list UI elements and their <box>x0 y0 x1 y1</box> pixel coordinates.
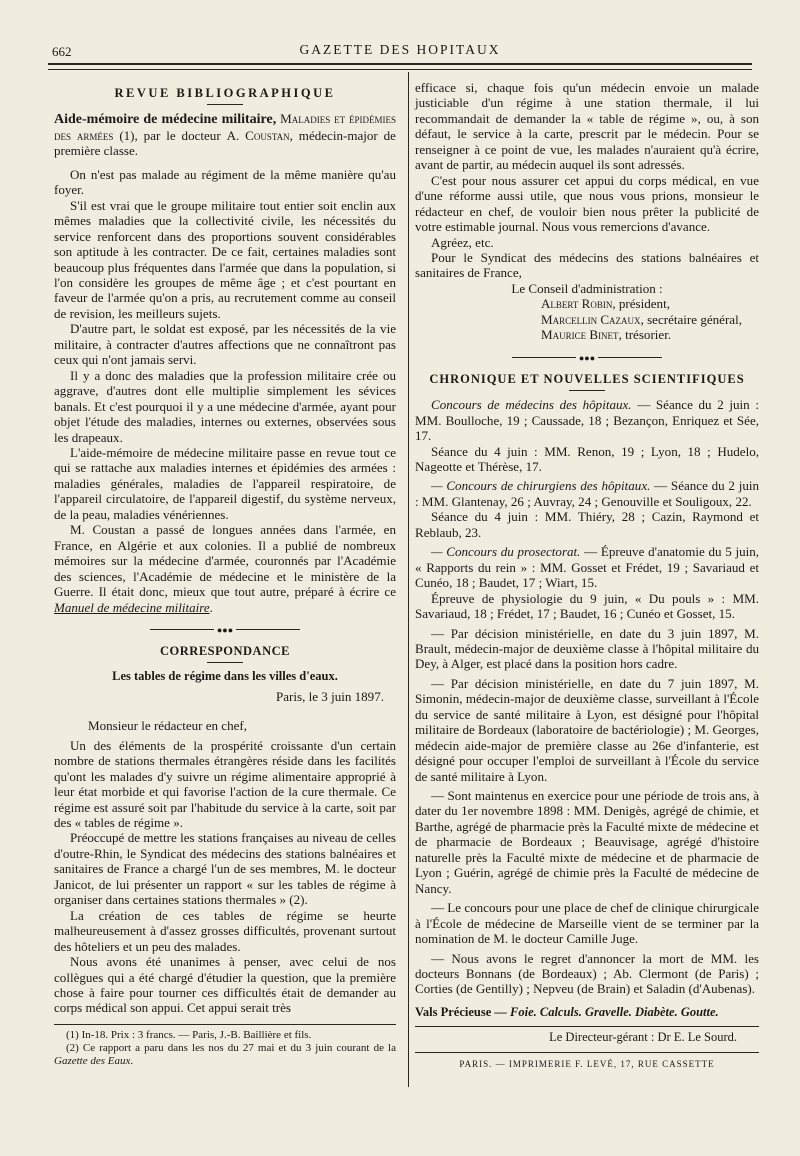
book-entry <box>54 111 396 158</box>
news-text: — Par décision ministérielle, en date du 3 juin 1897, M. Brault, médecin-major de deuxième classe à l'hôpital militaire du Dey, à Alger, est placé dans la position hors cadre. <box>415 625 759 672</box>
footnote-journal: Gazette des Eaux <box>54 1054 131 1067</box>
footnote-1: (1) In-18. Prix : 3 francs. — Paris, J.-B. Baillière et fils. <box>66 1028 312 1041</box>
paragraph: La création de ces tables de régime se heurte malheureusement à d'assez grosses difficultés, provenant surtout des hôteliers et un peu des malades. <box>54 907 396 954</box>
news-item <box>415 591 759 622</box>
manual-title: Manuel de médecine militaire <box>54 599 210 615</box>
paragraph: D'autre part, le soldat est exposé, par les nécessités de la vie militaire, à contracter d'autres affections que ne connaîtront pas ceux qui n'ont jamais servi. <box>54 321 396 368</box>
correspondance-subhead: Les tables de régime dans les villes d'eaux. <box>112 669 338 684</box>
book-rest: , médecin-major de première classe. <box>54 127 396 159</box>
header-rule <box>48 63 752 65</box>
section-heading-chronique: CHRONIQUE ET NOUVELLES SCIENTIFIQUES <box>429 371 745 386</box>
section-heading-revue: REVUE BIBLIOGRAPHIQUE <box>114 86 336 100</box>
news-lead: Concours de médecins des hôpitaux. <box>431 397 632 413</box>
right-column <box>415 80 759 1072</box>
footer-rule <box>415 1026 759 1027</box>
news-text: — Nous avons le regret d'annoncer la mort de MM. les docteurs Bonnans (de Bordeaux) ; Ab. Clermont (de Paris) ; Corties (de Gentilly) ; Nepveu (de Brain) et Saladin (d'Aubenas). <box>415 950 759 997</box>
news-item <box>415 951 759 997</box>
book-subject: Maladies et épidémies des armées <box>54 111 396 143</box>
book-author: A. Coustan <box>226 127 290 143</box>
signatory <box>415 312 759 327</box>
paragraph-text: M. Coustan a passé de longues années dans l'armée, en France, en Algérie et aux colonies. Il a publié de nombreux mémoires sur la médecine d'armée, couronnés par l'Académie des sciences, l'Académie de médecine et le ministère de la Guerre. Il était donc, mieux que tout autre, préparé à écrire ce <box>54 522 396 600</box>
paragraph: Agréez, etc. <box>431 234 494 250</box>
news-item <box>415 544 759 590</box>
book-note: (1), par le docteur <box>119 127 221 143</box>
news-item <box>415 788 759 896</box>
news-text: — Le concours pour une place de chef de clinique chirurgicale à l'École de médecine de Marseille vient de se terminer par la nomination de M. le docteur Camille Juge. <box>415 900 759 947</box>
news-item <box>415 478 759 509</box>
column-divider <box>408 72 409 1087</box>
vals-advert <box>415 1005 759 1020</box>
paragraph: C'est pour nous assurer cet appui du corps médical, en vue d'une réforme aussi utile, que nous vous prions, monsieur le rédacteur en chef, de vouloir bien nous prêter la publicité de votre estimable journal. Nous vous remercions d'avance. <box>415 172 759 235</box>
news-text: Séance du 4 juin : MM. Thiéry, 28 ; Cazin, Raymond et Reblaub, 23. <box>415 509 759 540</box>
footnote-2 <box>54 1042 396 1068</box>
paragraph: S'il est vrai que le groupe militaire tout entier soit enclin aux mêmes maladies que la collectivité civile, les nécessités du service renforcent dans des proportions souvent considérables son aptitude à les contracter. De ce fait, certaines maladies sont beaucoup plus fréquentes dans l'armée que dans la population, si l'on considère les groupes de même âge ; et c'est pourtant en faveur de l'armée qu'on a pris, au recrutement comme au conseil de revision, les meilleurs sujets. <box>54 197 396 321</box>
short-rule <box>207 662 243 663</box>
signatory-role: , trésorier. <box>618 327 672 343</box>
footnote-rule <box>54 1024 396 1025</box>
paragraph: Il y a donc des maladies que la profession militaire crée ou aggrave, d'autres dont elle multiplie simplement les sévices banals. Et c'est pourquoi il y a une médecine d'armée, ayant pour objet l'étude des maladies, internes ou externes, observées sous les drapeaux. <box>54 367 396 445</box>
dateline: Paris, le 3 juin 1897. <box>276 688 384 704</box>
header-rule-thin <box>48 69 752 70</box>
news-lead: — Concours de chirurgiens des hôpitaux. <box>431 478 651 494</box>
signatory <box>415 296 759 311</box>
paragraph: Préoccupé de mettre les stations françaises au niveau de celles d'outre-Rhin, le Syndicat des médecins des stations balnéaires et sanitaires de France a chargé l'un de ses membres, M. le docteur Janicot, de lui présenter un rapport « sur les tables de régime à organiser dans certaines stations thermales » (2). <box>54 830 396 908</box>
left-column <box>54 80 396 1068</box>
paragraph: efficace si, chaque fois qu'un médecin envoie un malade justiciable d'un régime à une station thermale, il lui recommandait de demander la « table de régime », ou, à son défaut, le service à la carte, prescrit par le médecin. Pour se renseigner à ce point de vue, les malades n'auraient qu'à écrire, avant de partir, au médecin auquel ils sont adressés. <box>415 80 759 173</box>
news-item <box>415 676 759 784</box>
short-rule <box>207 104 243 105</box>
news-text: — Séance du 2 juin : MM. Boulloche, 19 ; Caussade, 18 ; Bezançon, Enriquez et Sée, 17. <box>415 397 759 444</box>
news-item <box>415 444 759 475</box>
paragraph: Pour le Syndicat des médecins des stations balnéaires et sanitaires de France, <box>415 249 759 281</box>
news-item <box>415 509 759 540</box>
signatory-name: Albert Robin <box>541 296 613 312</box>
conseil-line: Le Conseil d'administration : <box>511 280 663 296</box>
ornament-divider: ●●● <box>54 626 396 634</box>
paragraph: Un des éléments de la prospérité croissante d'un certain nombre de stations thermales étrangères réside dans les facilités qu'ont les malades d'y suivre un régime alimentaire approprié à leur état morbide et qui favorise l'action de la cure thermale. Ce régime est assuré soit par l'habitude du service à la carte, soit par des « tables de régime ». <box>54 737 396 831</box>
imprimerie: PARIS. — IMPRIMERIE F. LEVÉ, 17, RUE CASSETTE <box>459 1058 715 1069</box>
paragraph <box>54 522 396 615</box>
news-text: — Sont maintenus en exercice pour une période de trois ans, à dater du 1er novembre 1898 : MM. Denigès, agrégé de chimie, et Barthe, agrégé de pharmacie près la Faculté mixte de médecine et de pharmacie de Bordeaux ; Beauvisage, agrégé d'histoire naturelle près la Faculté mixte de médecine et de pharmacie de Lyon ; Guérin, agrégé de chimie près la Faculté de médecine de Nancy. <box>415 788 759 896</box>
footnote-end: . <box>130 1054 134 1067</box>
vals-name: Vals Précieuse <box>415 1004 492 1019</box>
news-text: Épreuve de physiologie du 9 juin, « Du pouls » : MM. Savariaud, 18 ; Frédet, 17 ; Baudet, 16 ; Cunéo et Gosset, 15. <box>415 590 759 622</box>
signatory-role: , président, <box>612 296 670 312</box>
news-item <box>415 626 759 672</box>
news-text: — Séance du 2 juin : MM. Glantenay, 26 ; Auvray, 24 ; Genouville et Souligoux, 22. <box>415 478 759 509</box>
vals-items: — Foie. Calculs. Gravelle. Diabète. Goutte. <box>494 1004 719 1019</box>
signatory-name: Marcellin Cazaux <box>541 311 641 327</box>
signatory <box>415 327 759 342</box>
footer-rule <box>415 1052 759 1053</box>
paragraph-end: . <box>209 599 213 615</box>
salutation: Monsieur le rédacteur en chef, <box>88 718 248 734</box>
paragraph: Nous avons été unanimes à penser, avec celui de nos collègues qui a été chargé d'étudier la question, que la première chose à faire pour tourner ces difficultés était de demander au corps médical son appui. Cet appui serait très <box>54 954 396 1016</box>
news-lead: — Concours du prosectorat. <box>431 544 581 560</box>
footnote-text: (2) Ce rapport a paru dans les nos du 27 mai et du 3 juin courant de la <box>66 1041 396 1054</box>
news-item <box>415 397 759 443</box>
news-item <box>415 900 759 946</box>
paragraph: L'aide-mémoire de médecine militaire passe en revue tout ce qui se rattache aux maladies internes et épidémies des armées : maladies générales, maladies de l'appareil respiratoire, de l'appareil circulatoire, de l'appareil digestif, du système nerveux, de la peau, maladies vénériennes. <box>54 444 396 522</box>
short-rule <box>569 390 605 391</box>
directeur-gerant: Le Directeur-gérant : Dr E. Le Sourd. <box>549 1030 737 1045</box>
signatory-name: Maurice Binet <box>541 327 619 343</box>
page-number: 662 <box>52 44 72 59</box>
running-title: GAZETTE DES HOPITAUX <box>299 42 501 57</box>
ornament-divider: ●●● <box>415 354 759 362</box>
book-title: Aide-mémoire de médecine militaire, <box>54 112 277 128</box>
news-text: Séance du 4 juin : MM. Renon, 19 ; Lyon, 18 ; Hudelo, Nageotte et Thérèse, 17. <box>415 443 759 474</box>
news-text: — Par décision ministérielle, en date du 7 juin 1897, M. Simonin, médecin-major de deuxième classe, surveillant à l'École du service de santé militaire à Lyon, est désigné pour l'hôpital militaire de Bordeaux (laboratoire de bactériologie) ; M. Georges, médecin aide-major de première classe au 26e d'infanterie, est désigné pour occuper l'emploi de surveillant à l'École du service de santé militaire à Lyon. <box>415 675 759 784</box>
section-heading-correspondance: CORRESPONDANCE <box>160 643 290 658</box>
paragraph: On n'est pas malade au régiment de la même manière qu'au foyer. <box>54 166 396 198</box>
news-text: — Épreuve d'anatomie du 5 juin, « Rapports du rein » : MM. Gosset et Frédet, 19 ; Savariaud et Cunéo, 18 ; Baudet, 17 ; Wiart, 15. <box>415 544 759 591</box>
signatory-role: , secrétaire général, <box>640 311 742 327</box>
